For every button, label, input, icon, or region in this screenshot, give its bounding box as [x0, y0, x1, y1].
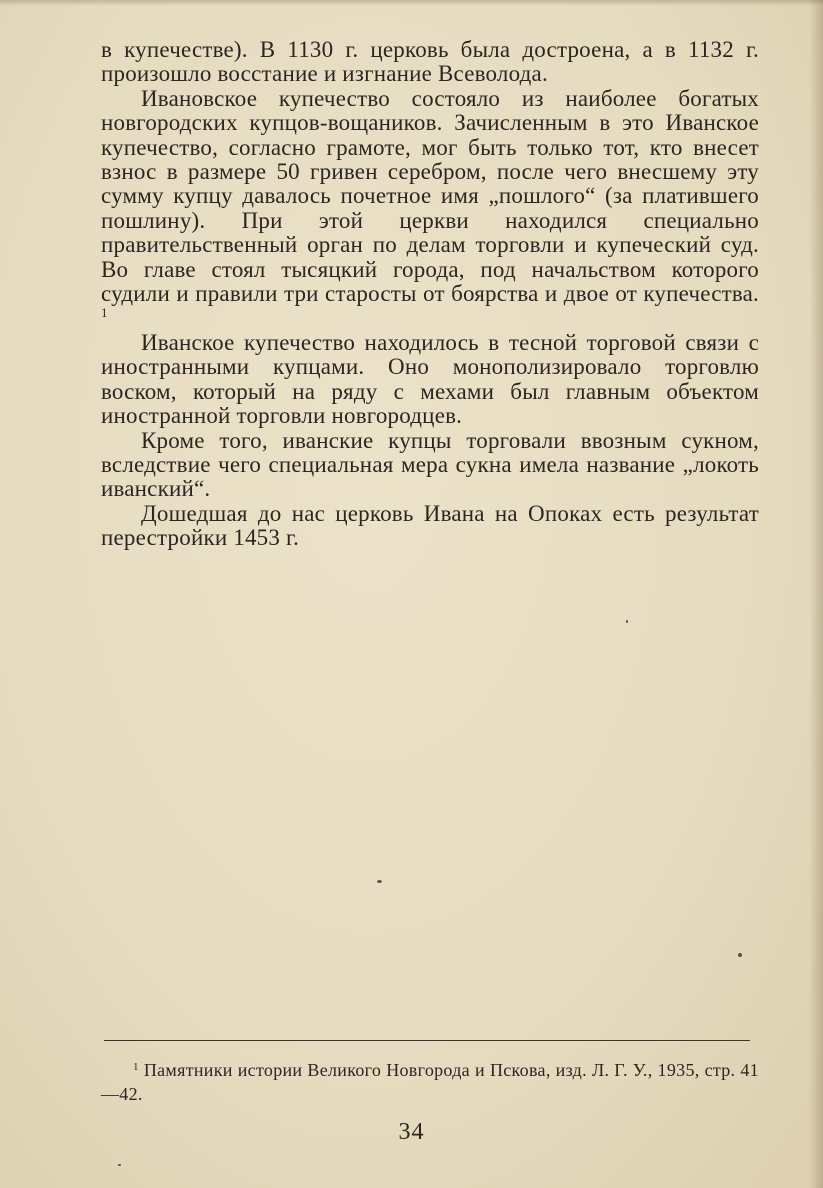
paragraph-4: Кроме того, иванские купцы торговали ввозным сукном, вследствие чего специальная мера сукна имела название „локоть иванский“.	[101, 427, 759, 502]
paragraph-1: в купечестве). В 1130 г. церковь была достроена, а в 1132 г. произошло восстание и изгнание Всеволода.	[101, 37, 759, 87]
paragraph-2: Ивановское купечество состояло из наиболее богатых новгородских купцов-вощаников. Зачисленным в это Иванское купечество, согласно грамоте, мог быть только тот, кто внесет взнос в размере 50 гривен серебром, после чего внесшему эту сумму купцу давалось почетное имя „пошлого“ (за платившего пошлину). При этой церкви находился специально правительственный орган по делам торговли и купеческий суд. Во главе стоял тысяцкий города, под начальством которого судили и правили три старосты от боярства и двое от купечества. $^1$	[101, 85, 759, 321]
footnote-reference: 1	[101, 305, 108, 321]
paper-speck	[377, 880, 382, 883]
paper-speck	[626, 620, 628, 623]
paragraph-3: Иванское купечество находилось в тесной торговой связи с иностранными купцами. Оно монополизировало торговлю воском, который на ряду с мехами был главным объектом иностранной торговли новгородцев.	[101, 329, 759, 429]
footnote-1	[101, 1058, 759, 1106]
paper-speck	[738, 953, 742, 957]
footnote-divider	[104, 1040, 750, 1041]
main-text	[101, 38, 759, 551]
page-right-shadow	[809, 0, 823, 1188]
page-top-shadow	[0, 0, 823, 6]
footnote-marker: 1	[133, 1061, 139, 1073]
page-number: 34	[398, 1119, 425, 1145]
paper-speck	[118, 1164, 121, 1166]
footnote-text: Памятники истории Великого Новгорода и Пскова, изд. Л. Г. У., 1935, стр. 41—42.	[101, 1060, 759, 1104]
footnotes	[101, 1058, 759, 1106]
paragraph-5: Дошедшая до нас церковь Ивана на Опоках есть результат перестройки 1453 г.	[101, 500, 759, 551]
